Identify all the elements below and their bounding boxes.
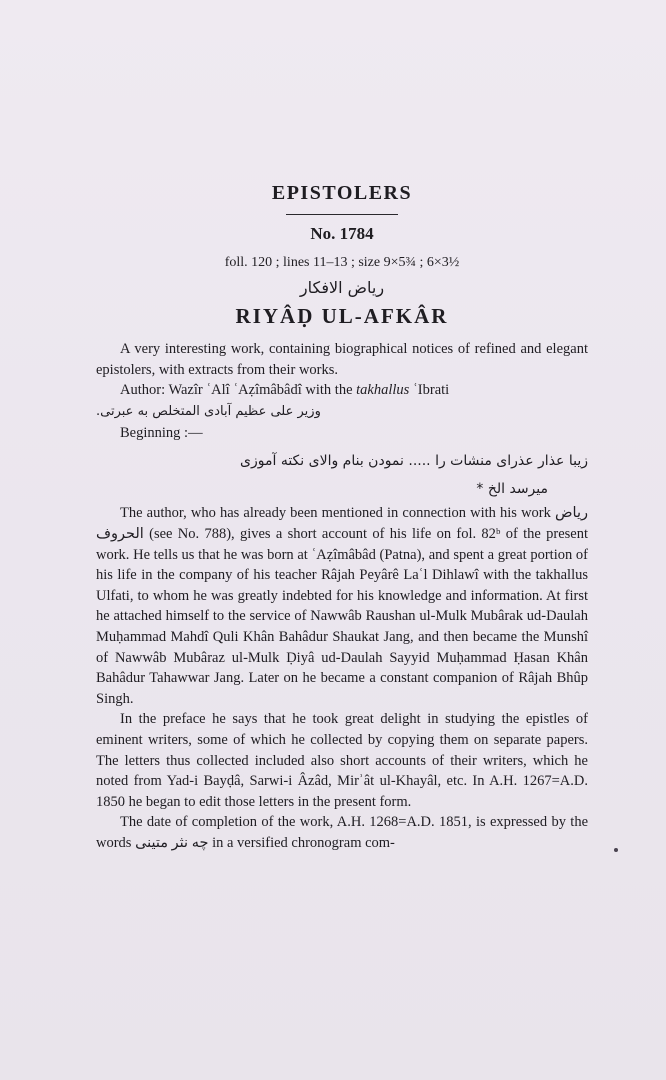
author-suffix: ʿIbrati	[409, 382, 450, 399]
work-title: RIYÂḌ UL-AFKÂR	[235, 304, 449, 328]
beginning-arabic-line-1: زیبا عذار عذرای منشات را ..... نمودن بنام والای نکته آموزی	[240, 453, 588, 470]
description-paragraph: A very interesting work, containing biographical notices of refined and elegant epistolers, with extracts from their works.	[96, 341, 588, 378]
author-prefix: Author: Wazîr ʿAlî ʿAẓîmâbâdî with the	[120, 382, 357, 399]
author-arabic: وزیر علی عظیم آبادی المتخلص به عبرتی.	[96, 403, 321, 419]
biography-paragraph: The author, who has already been mentioned in connection with his work ریاض الحروف (see No. 788), gives a short account of his life on fol. 82ᵇ of the present work. He tells us that he was born at ʿAẓîmâbâd (Patna), and spent a great portion of his life in the company of his teacher Râjah Peyârê Laʿl Dihlawî with the takhallus Ulfati, to whom he was greatly indebted for his knowledge and information. At first he attached himself to the service of Nawwâb Raushan ul-Mulk Mubârak ud-Daulah Muḥammad Mahdî Quli Khân Bahâdur Shaukat Jang, and then became the Munshî of Nawwâb Mubâraz ul-Mulk Ḍiyâ ud-Daulah Sayyid Muḥammad Ḥasan Khân Bahâdur Tahawwar Jang. Later on he became a constant companion of Râjah Bhûp Singh.	[96, 505, 588, 707]
chronogram-paragraph: The date of completion of the work, A.H. 1268=A.D. 1851, is expressed by the words چه نثر متینی in a versified chronogram com-	[96, 814, 588, 851]
entry-number: No. 1784	[310, 224, 374, 243]
catalogue-entry	[96, 180, 588, 853]
author-takhallus: takhallus	[356, 382, 410, 399]
preface-paragraph: In the preface he says that he took great delight in studying the epistles of eminent writers, some of which he collected by copying them on separate papers. The letters thus collected included also short accounts of their writers, which he noted from Yad-i Bayḍâ, Sarwi-i Âzâd, Mirʾât ul-Khayâl, etc. In A.H. 1267=A.D. 1850 he began to edit those letters in the present form.	[96, 711, 588, 810]
beginning-arabic-line-2: میرسد الخ *	[476, 481, 548, 498]
folio-details: foll. 120 ; lines 11–13 ; size 9×5¾ ; 6×3½	[224, 255, 460, 270]
section-heading: EPISTOLERS	[271, 182, 413, 204]
beginning-label: Beginning :—	[120, 424, 203, 441]
author-line	[96, 380, 588, 401]
arabic-title: رياض الافكار	[299, 278, 385, 297]
heading-rule	[286, 214, 398, 215]
paper-speck	[614, 848, 618, 852]
